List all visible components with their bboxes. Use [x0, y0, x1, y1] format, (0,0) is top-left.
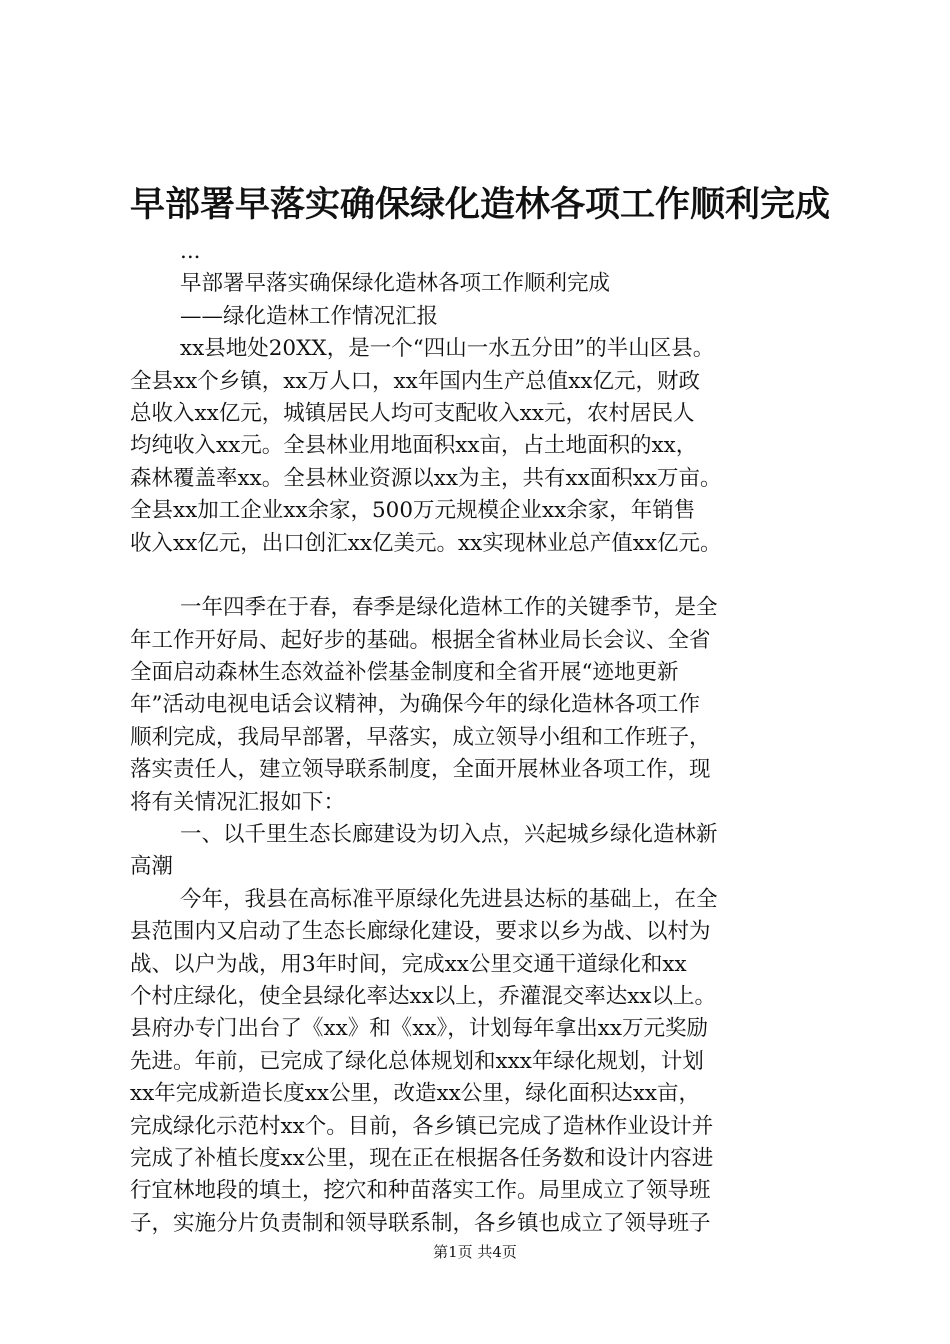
text-line: 全县xx加工企业xx余家，500万元规模企业xx余家，年销售 — [130, 498, 696, 524]
text-line: 一年四季在于春，春季是绿化造林工作的关键季节，是全 — [180, 595, 718, 621]
text-line: 将有关情况汇报如下： — [130, 789, 346, 815]
text-line: 全县xx个乡镇，xx万人口，xx年国内生产总值xx亿元，财政 — [130, 368, 701, 394]
text-line: 行宜林地段的填土，挖穴和种苗落实工作。局里成立了领导班 — [130, 1178, 711, 1204]
text-line: 子，实施分片负责制和领导联系制，各乡镇也成立了领导班子 — [130, 1210, 711, 1236]
text-line: 森林覆盖率xx。全县林业资源以xx为主，共有xx面积xx万亩。 — [130, 465, 722, 491]
text-line: 年”活动电视电话会议精神，为确保今年的绿化造林各项工作 — [130, 692, 700, 718]
text-line: 早部署早落实确保绿化造林各项工作顺利完成 — [180, 271, 611, 297]
text-line: 落实责任人，建立领导联系制度，全面开展林业各项工作，现 — [130, 757, 711, 783]
document-title: 早部署早落实确保绿化造林各项工作顺利完成 — [130, 185, 831, 225]
text-line: 全面启动森林生态效益补偿基金制度和全省开展“迹地更新 — [130, 660, 679, 686]
text-line: 均纯收入xx元。全县林业用地面积xx亩，占土地面积的xx， — [130, 433, 698, 459]
text-line: 高潮 — [130, 854, 174, 880]
text-line: xx年完成新造长度xx公里，改造xx公里，绿化面积达xx亩， — [130, 1081, 701, 1107]
text-line: 总收入xx亿元，城镇居民人均可支配收入xx元，农村居民人 — [130, 400, 695, 426]
text-line: 县范围内又启动了生态长廊绿化建设，要求以乡为战、以村为 — [130, 919, 711, 945]
text-line: 顺利完成，我局早部署，早落实，成立领导小组和工作班子， — [130, 724, 711, 750]
document-body — [130, 236, 850, 1240]
text-line: 个村庄绿化，使全县绿化率达xx以上，乔灌混交率达xx以上。 — [130, 983, 717, 1009]
text-line: 完成绿化示范村xx个。目前，各乡镇已完成了造林作业设计并 — [130, 1113, 714, 1139]
text-line: 完成了补植长度xx公里，现在正在根据各任务数和设计内容进 — [130, 1145, 714, 1171]
text-line: xx县地处20XX，是一个“四山一水五分田”的半山区县。 — [180, 336, 715, 362]
text-line: 今年，我县在高标准平原绿化先进县达标的基础上，在全 — [180, 886, 718, 912]
text-line: 先进。年前，已完成了绿化总体规划和xxx年绿化规划，计划 — [130, 1048, 704, 1074]
text-line: 一、以千里生态长廊建设为切入点，兴起城乡绿化造林新 — [180, 822, 718, 848]
text-line: 年工作开好局、起好步的基础。根据全省林业局长会议、全省 — [130, 627, 711, 653]
text-line: 战、以户为战，用3年时间，完成xx公里交通干道绿化和xx — [130, 951, 687, 977]
text-line: ——绿化造林工作情况汇报 — [180, 303, 439, 329]
text-line: ... — [180, 239, 201, 264]
text-line: 收入xx亿元，出口创汇xx亿美元。xx实现林业总产值xx亿元。 — [130, 530, 722, 556]
page-footer: 第1页 共4页 — [433, 1243, 517, 1261]
blank-line — [130, 560, 850, 592]
text-line: 县府办专门出台了《xx》和《xx》，计划每年拿出xx万元奖励 — [130, 1016, 709, 1042]
